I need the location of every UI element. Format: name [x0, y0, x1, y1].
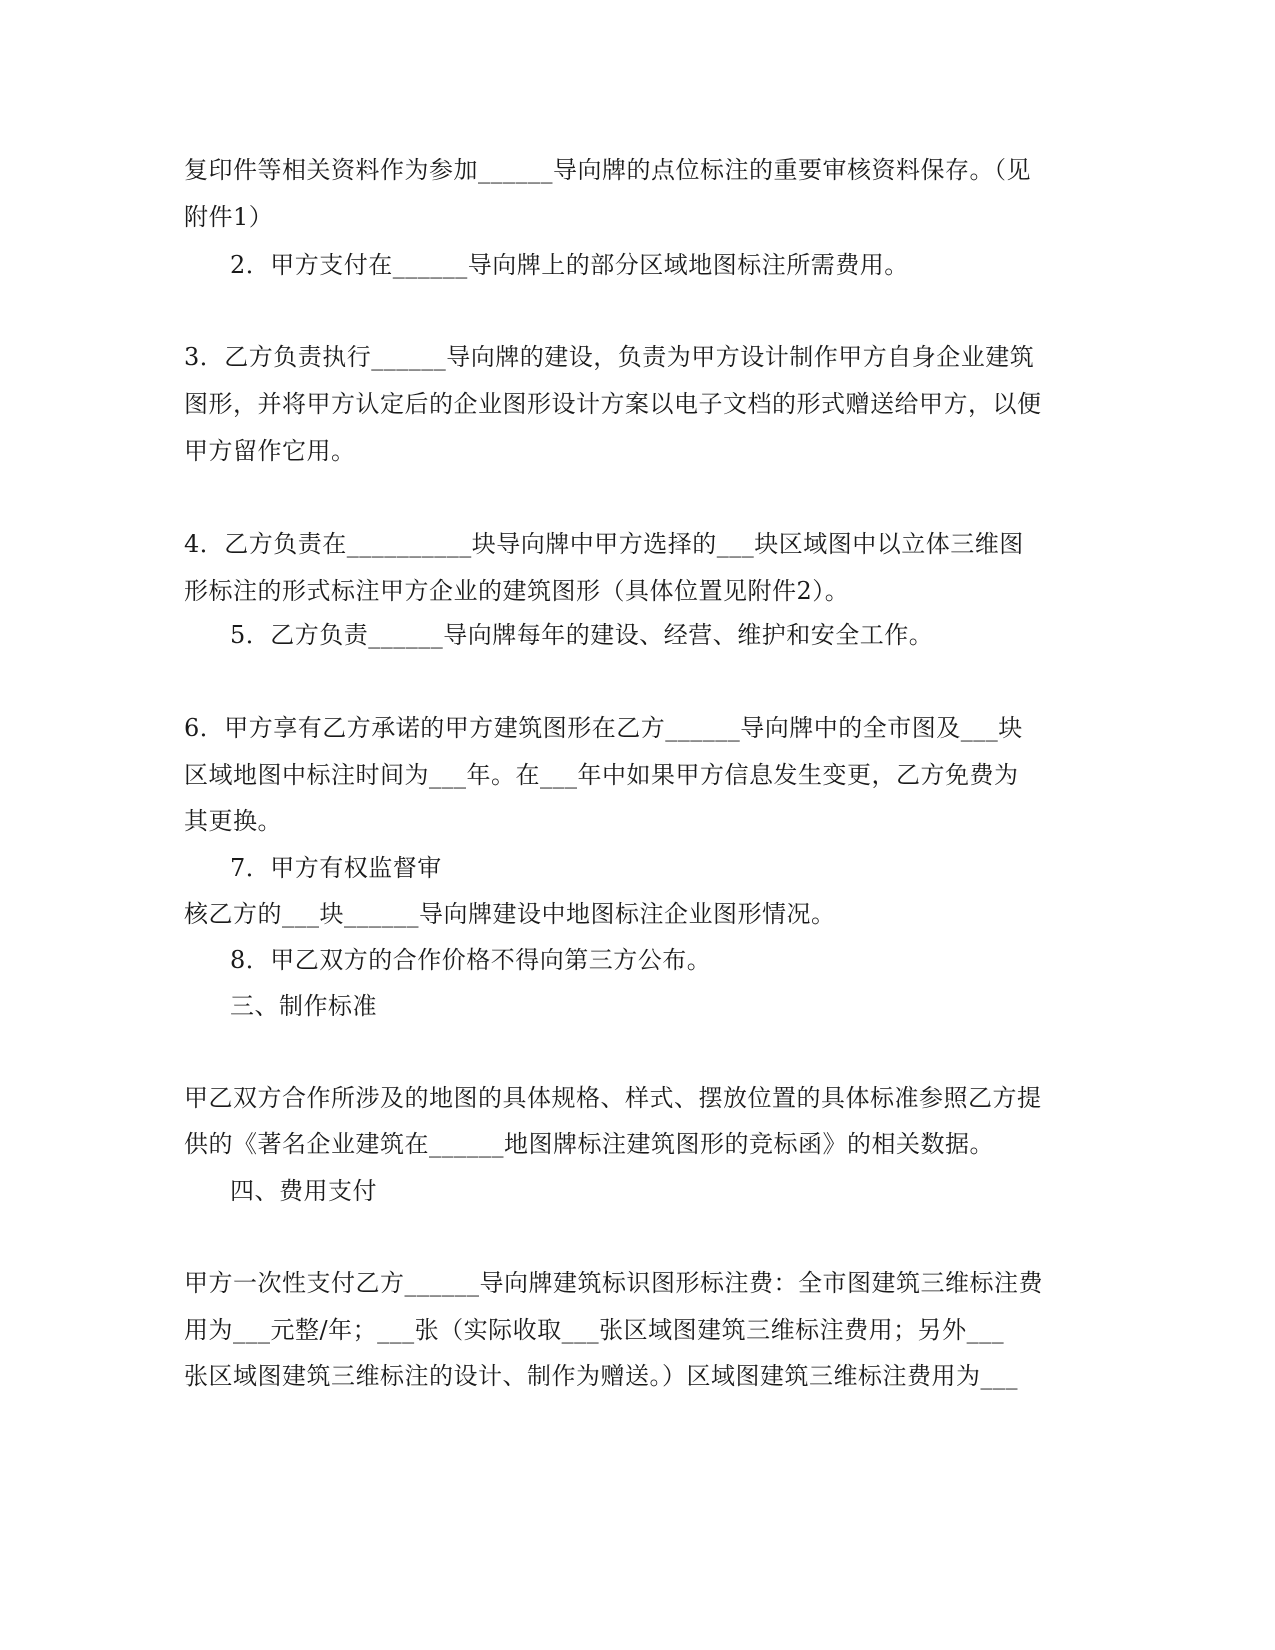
text-line: 附件1） — [184, 203, 274, 231]
text-line: 其更换。 — [184, 807, 282, 835]
list-item-3: 3．乙方负责执行______导向牌的建设，负责为甲方设计制作甲方自身企业建筑 — [184, 343, 1035, 371]
list-item-4: 4．乙方负责在__________块导向牌中甲方选择的___块区域图中以立体三维图 — [184, 530, 1024, 558]
text-line: 图形，并将甲方认定后的企业图形设计方案以电子文档的形式赠送给甲方，以便 — [184, 390, 1042, 418]
text-line: 甲方一次性支付乙方______导向牌建筑标识图形标注费：全市图建筑三维标注费 — [184, 1269, 1043, 1297]
text-line: 用为___元整/年；___张（实际收取___张区域图建筑三维标注费用；另外___ — [184, 1316, 1005, 1344]
text-line: 供的《著名企业建筑在______地图牌标注建筑图形的竞标函》的相关数据。 — [184, 1130, 994, 1158]
text-line: 甲乙双方合作所涉及的地图的具体规格、样式、摆放位置的具体标准参照乙方提 — [184, 1084, 1042, 1112]
section-heading-4: 四、费用支付 — [230, 1177, 377, 1205]
list-item-6: 6．甲方享有乙方承诺的甲方建筑图形在乙方______导向牌中的全市图及___块 — [184, 714, 1023, 742]
text-line: 张区域图建筑三维标注的设计、制作为赠送。）区域图建筑三维标注费用为___ — [184, 1362, 1018, 1390]
list-item-2: 2．甲方支付在______导向牌上的部分区域地图标注所需费用。 — [230, 251, 909, 279]
text-line: 甲方留作它用。 — [184, 437, 356, 465]
text-line: 复印件等相关资料作为参加______导向牌的点位标注的重要审核资料保存。（见 — [184, 156, 1031, 184]
text-line: 区域地图中标注时间为___年。在___年中如果甲方信息发生变更，乙方免费为 — [184, 761, 1019, 789]
list-item-5: 5．乙方负责______导向牌每年的建设、经营、维护和安全工作。 — [230, 621, 934, 649]
list-item-8: 8．甲乙双方的合作价格不得向第三方公布。 — [230, 946, 712, 974]
text-line: 形标注的形式标注甲方企业的建筑图形（具体位置见附件2）。 — [184, 577, 850, 605]
text-line: 核乙方的___块______导向牌建设中地图标注企业图形情况。 — [184, 900, 836, 928]
section-heading-3: 三、制作标准 — [230, 992, 377, 1020]
list-item-7: 7．甲方有权监督审 — [230, 854, 442, 882]
